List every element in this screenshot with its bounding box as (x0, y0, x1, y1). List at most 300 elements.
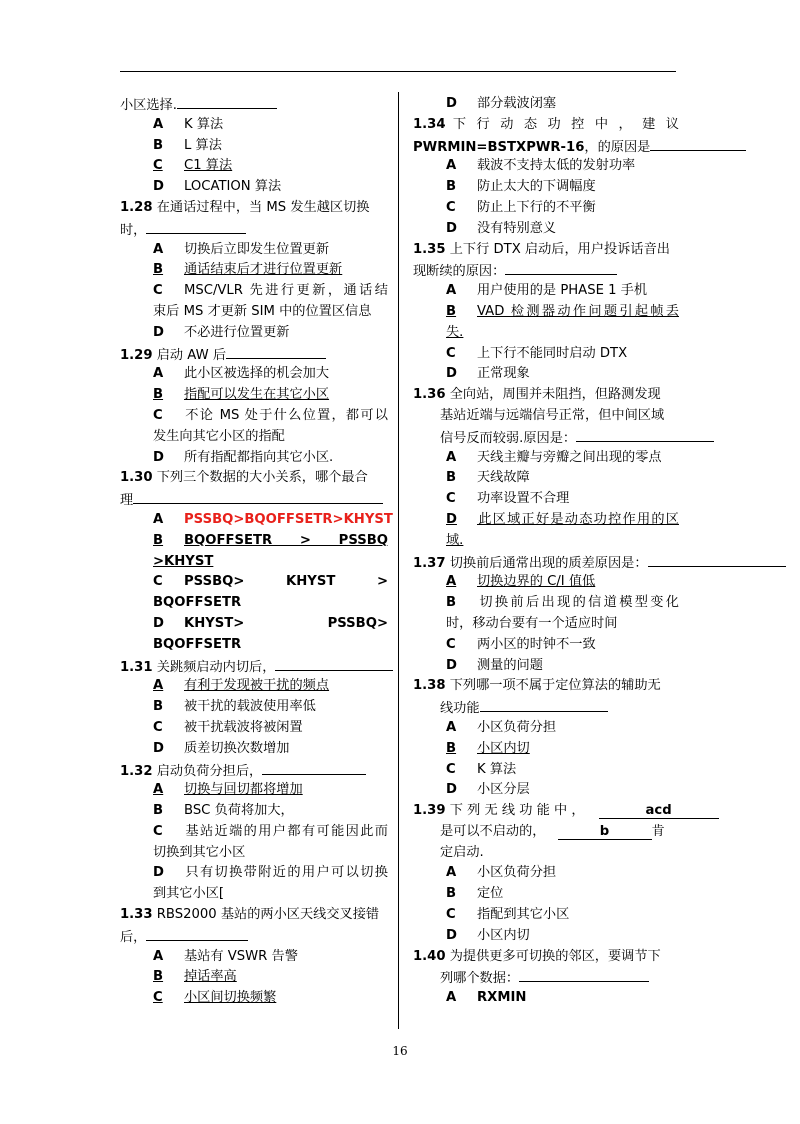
option-letter: A (153, 116, 164, 132)
option-line (120, 676, 388, 697)
option-line (413, 198, 679, 219)
line-text: PWRMIN=BSTXPWR-16 (413, 139, 585, 155)
question-line (413, 260, 679, 281)
option-letter: D (446, 782, 457, 798)
option-line (120, 801, 388, 822)
line-text: 小区负荷分担 (477, 719, 557, 735)
line-content (446, 366, 530, 381)
option-line (120, 780, 388, 801)
option-letter: A (153, 948, 164, 964)
line-text: 下列哪一项不属于定位算法的辅助无 (445, 678, 661, 694)
line-text: 两小区的时钟不一致 (477, 636, 596, 652)
option-letter: B (446, 595, 457, 611)
line-content (153, 572, 388, 593)
line-text: 1.35 (413, 241, 446, 257)
option-line (120, 177, 388, 198)
line-content (440, 701, 608, 716)
line-content (153, 990, 276, 1005)
line-text: 信号反而较弱.原因是： (440, 430, 577, 446)
option-letter: C (446, 491, 456, 507)
option-letter: A (153, 782, 164, 798)
question-line (120, 344, 388, 365)
option-letter: A (446, 158, 457, 174)
line-content (153, 637, 241, 652)
option-line (413, 988, 679, 1009)
option-line (120, 739, 388, 760)
option-line (120, 718, 388, 739)
continuation-line (120, 427, 388, 448)
line-text: 基站有 VSWR 告警 (184, 948, 298, 964)
line-text: 现断续的原因： (413, 264, 506, 280)
line-content (446, 616, 617, 631)
option-line (413, 656, 679, 677)
line-content (153, 450, 333, 465)
answer-blank (133, 489, 383, 504)
line-content (413, 264, 617, 279)
question-line (120, 926, 388, 947)
line-content (446, 741, 530, 756)
line-text: 指配到其它小区 (477, 907, 570, 923)
option-line (413, 510, 679, 531)
line-content (446, 283, 647, 298)
line-text: BQOFFSETR (153, 595, 242, 611)
option-line (413, 926, 679, 947)
line-text: 1.37 (413, 555, 446, 571)
answer-blank (576, 427, 714, 442)
question-line (413, 822, 679, 843)
line-text: BQOFFSETR (153, 636, 242, 652)
line-text: RBS2000 基站的两小区天线交叉接错 (152, 907, 380, 923)
option-letter: B (153, 803, 164, 819)
answer-blank (650, 136, 746, 151)
line-content (153, 242, 329, 257)
option-letter: D (153, 324, 164, 340)
continuation-line (120, 552, 388, 573)
continuation-line (413, 531, 679, 552)
option-line (413, 593, 679, 614)
line-content (153, 179, 281, 194)
question-line (413, 136, 679, 157)
page-number: 16 (392, 1044, 408, 1058)
option-line (413, 905, 679, 926)
option-letter: D (446, 366, 457, 382)
line-text: 天线主瓣与旁瓣之间出现的零点 (477, 449, 662, 465)
option-line (413, 884, 679, 905)
option-line (120, 988, 388, 1009)
answer-blank: acd (599, 804, 719, 819)
line-content (120, 930, 248, 945)
line-content (153, 863, 388, 884)
line-content (153, 699, 316, 714)
line-text: 束后 MS 才更新 SIM 中的位置区信息 (153, 303, 372, 319)
continuation-line (120, 593, 388, 614)
question-line (413, 240, 679, 261)
answer-blank (275, 656, 393, 671)
line-text: 切换前后通常出现的质差原因是： (445, 555, 648, 571)
line-text: 所有指配都指向其它小区. (184, 449, 334, 465)
line-text: 1.38 (413, 678, 446, 694)
line-text: 小区选择. (120, 98, 177, 113)
option-letter: D (446, 220, 457, 236)
question-text: 下 列 无 线 功 能 中 ， (445, 803, 585, 819)
line-text: 域. (446, 532, 464, 548)
line-content (446, 450, 662, 465)
option-line (120, 136, 388, 157)
option-line (413, 863, 679, 884)
option-line (413, 177, 679, 198)
option-line (413, 489, 679, 510)
option-line (120, 822, 388, 843)
answer-blank (262, 760, 366, 775)
line-content (446, 928, 530, 943)
option-letter: A (153, 366, 164, 382)
option-letter: B (153, 137, 164, 153)
line-content (120, 223, 246, 238)
line-content (153, 406, 388, 427)
option-letter: C (153, 990, 163, 1006)
option-line (413, 468, 679, 489)
line-content (446, 533, 463, 548)
option-line (413, 219, 679, 240)
line-text: K 算法 (477, 761, 517, 777)
option-line (413, 364, 679, 385)
line-text: 为提供更多可切换的邻区，要调节下 (445, 948, 661, 964)
line-text: MSC/VLR 先进行更新，通话结 (184, 283, 388, 299)
option-line (413, 572, 679, 593)
option-line (120, 448, 388, 469)
line-content (153, 158, 232, 173)
option-line (413, 739, 679, 760)
line-content (153, 969, 237, 984)
line-content (446, 302, 679, 323)
line-text: 上下行 DTX 启动后，用户投诉话音出 (445, 241, 670, 257)
line-content (446, 637, 596, 652)
line-content (120, 764, 366, 779)
option-line (120, 115, 388, 136)
line-text: 天线故障 (477, 470, 530, 486)
line-text: 列哪个数据： (440, 971, 520, 987)
line-text: 质差切换次数增加 (184, 740, 290, 756)
line-text: 小区内切 (477, 740, 530, 756)
option-letter: A (446, 990, 457, 1006)
option-line (120, 697, 388, 718)
line-text: 防止太大的下调幅度 (477, 179, 596, 195)
line-content (120, 493, 383, 508)
option-line (120, 240, 388, 261)
line-text: PSSBQ>BQOFFSETR>KHYST (184, 511, 393, 527)
line-text: 通话结束后才进行位置更新 (184, 262, 343, 278)
line-text: 小区分层 (477, 782, 530, 798)
option-line (120, 364, 388, 385)
line-text: 基站近端与远端信号正常，但中间区域 (440, 407, 665, 423)
line-content (153, 949, 298, 964)
line-text: 1.29 (120, 347, 153, 363)
option-line (120, 614, 388, 635)
line-text: 理 (120, 493, 134, 509)
option-letter: A (446, 449, 457, 465)
option-line (413, 718, 679, 739)
option-letter: C (446, 199, 456, 215)
line-content (446, 96, 556, 111)
option-letter: D (153, 865, 164, 881)
question-text: 是可以不启动的， (440, 823, 546, 839)
option-letter: A (153, 241, 164, 257)
question-line (120, 905, 388, 926)
line-content (440, 845, 484, 860)
line-content (153, 595, 241, 610)
option-letter: D (446, 657, 457, 673)
line-text: 功率设置不合理 (477, 491, 570, 507)
question-line (120, 94, 388, 115)
line-text: 1.31 (120, 659, 153, 675)
option-letter: C (153, 719, 163, 735)
question-line (120, 468, 388, 489)
option-letter: D (446, 511, 457, 527)
question-line (413, 801, 679, 822)
line-text: 上下行不能同时启动 DTX (477, 345, 628, 361)
line-text: 测量的问题 (477, 657, 543, 673)
line-content (120, 98, 277, 113)
question-line (413, 552, 679, 573)
line-content (446, 179, 596, 194)
option-line (413, 94, 679, 115)
line-text: 防止上下行的不平衡 (477, 199, 596, 215)
line-content (153, 782, 303, 797)
line-text: KHYST> PSSBQ> (184, 615, 388, 631)
option-letter: C (446, 907, 456, 923)
line-content (153, 614, 388, 635)
line-text: 失. (446, 324, 464, 340)
line-content (446, 990, 526, 1005)
line-text: BQOFFSETR > PSSBQ (184, 532, 388, 548)
line-content (446, 865, 556, 880)
option-letter: B (446, 740, 457, 756)
option-letter: D (446, 927, 457, 943)
line-content (153, 822, 388, 843)
line-content (446, 593, 679, 614)
line-content (440, 408, 664, 423)
line-text: 切换前后出现的信道模型变化 (477, 595, 679, 611)
option-letter: A (153, 511, 164, 527)
line-content (413, 678, 661, 693)
option-letter: C (153, 407, 163, 423)
option-line (120, 260, 388, 281)
line-text: 切换到其它小区 (153, 844, 246, 860)
line-content (153, 325, 290, 340)
line-content (413, 949, 661, 964)
answer-blank (480, 697, 608, 712)
option-letter: C (153, 283, 163, 299)
option-letter: D (446, 96, 457, 111)
option-letter: B (446, 886, 457, 902)
line-text: BSC 负荷将加大， (184, 803, 294, 819)
option-letter: C (446, 345, 456, 361)
line-content (153, 803, 294, 818)
question-line (120, 760, 388, 781)
option-letter: B (153, 387, 164, 403)
line-text: 切换与回切都将增加 (184, 782, 303, 798)
continuation-line (120, 843, 388, 864)
option-line (120, 572, 388, 593)
option-letter: C (153, 823, 163, 839)
line-text: 小区内切 (477, 927, 530, 943)
option-line (120, 385, 388, 406)
line-content (153, 387, 329, 402)
line-content (440, 431, 714, 446)
line-content (153, 531, 388, 552)
option-line (413, 281, 679, 302)
option-letter: C (446, 636, 456, 652)
line-content (446, 782, 530, 797)
line-content (153, 262, 342, 277)
answer-blank (226, 344, 326, 359)
continuation-line (120, 302, 388, 323)
answer-blank (146, 219, 246, 234)
line-text: 关跳频启动内切后， (152, 659, 276, 675)
option-line (120, 323, 388, 344)
line-text: LOCATION 算法 (184, 179, 282, 195)
line-text: 小区间切换频繁 (184, 990, 277, 1006)
option-letter: B (153, 262, 164, 278)
option-line (120, 406, 388, 427)
option-letter: B (153, 532, 164, 548)
line-text: 下列三个数据的大小关系，哪个最合 (152, 470, 368, 486)
line-text: 定启动. (440, 844, 484, 860)
line-text: 1.33 (120, 907, 153, 923)
continuation-line (120, 635, 388, 656)
answer-blank (146, 926, 248, 941)
line-content (120, 200, 370, 215)
question-line (413, 947, 679, 968)
line-text: 1.40 (413, 948, 446, 964)
line-content (153, 720, 303, 735)
line-text: >KHYST (153, 553, 214, 569)
question-line (413, 676, 679, 697)
option-letter: B (446, 303, 457, 319)
line-text: 1.32 (120, 763, 153, 779)
line-text: 时，移动台要有一个适应时间 (446, 615, 618, 631)
option-line (120, 947, 388, 968)
line-text: 此小区被选择的机会加大 (184, 366, 330, 382)
option-letter: C (153, 574, 163, 590)
line-text: 发生向其它小区的指配 (153, 428, 285, 444)
line-text: 切换后立即发生位置更新 (184, 241, 330, 257)
line-content (446, 574, 595, 589)
option-letter: C (446, 761, 456, 777)
line-text: 时， (120, 222, 147, 238)
line-text: 1.36 (413, 387, 446, 403)
line-content (153, 678, 329, 693)
option-line (120, 281, 388, 302)
line-text: 1.30 (120, 470, 153, 486)
line-content (413, 115, 679, 136)
option-line (413, 344, 679, 365)
line-text: 下 行 动 态 功 控 中 ， 建 议 (445, 116, 679, 132)
line-text: 1.34 (413, 116, 446, 132)
line-content (153, 845, 245, 860)
option-letter: D (153, 740, 164, 756)
line-text: L 算法 (184, 137, 222, 153)
option-letter: A (446, 719, 457, 735)
line-text: K 算法 (184, 116, 224, 132)
header-rule (120, 71, 676, 72)
option-line (120, 510, 393, 531)
line-content (153, 554, 213, 569)
answer-blank (648, 552, 786, 567)
line-text: C1 算法 (184, 158, 233, 174)
line-text: 不论 MS 处于什么位置，都可以 (184, 407, 388, 423)
option-letter: C (153, 158, 163, 174)
line-content (120, 348, 326, 363)
line-content (446, 470, 530, 485)
line-content (153, 741, 290, 756)
line-content (446, 658, 543, 673)
line-content (446, 491, 569, 506)
line-content (153, 366, 329, 381)
question-line (120, 656, 388, 677)
line-text: 没有特别意义 (477, 220, 557, 236)
line-text: 部分载波闭塞 (477, 96, 557, 111)
line-text: 定位 (477, 886, 504, 902)
question-line (120, 198, 388, 219)
line-text: 到其它小区[ (153, 886, 225, 902)
option-line (413, 780, 679, 801)
continuation-line (413, 967, 679, 988)
option-line (120, 531, 388, 552)
line-content (413, 387, 661, 402)
question-line (413, 385, 679, 406)
line-content (153, 429, 285, 444)
line-content (120, 907, 379, 922)
line-content (413, 556, 786, 571)
continuation-line (413, 406, 679, 427)
column-divider (398, 92, 399, 1029)
line-text: 掉话率高 (184, 969, 237, 985)
left-column (120, 94, 393, 1009)
line-text: 有利于发现被干扰的频点 (184, 678, 330, 694)
line-content (120, 660, 393, 675)
line-text: 小区负荷分担 (477, 865, 557, 881)
line-text: 切换边界的 C/I 值低 (477, 574, 596, 590)
option-letter: A (153, 678, 164, 694)
question-number: 1.39 (413, 803, 446, 819)
option-line (413, 448, 679, 469)
answer-blank: b (558, 825, 652, 840)
line-content (153, 138, 222, 153)
option-letter: B (153, 699, 164, 715)
line-text: 正常现象 (477, 366, 530, 382)
line-text: 载波不支持太低的发射功率 (477, 158, 636, 174)
line-text: PSSBQ> KHYST > (184, 574, 388, 590)
line-text: 用户使用的是 PHASE 1 手机 (477, 283, 648, 299)
line-text: 在通话过程中，当 MS 发生越区切换 (152, 199, 370, 215)
answer-blank (505, 260, 617, 275)
question-line (120, 489, 388, 510)
line-content (446, 762, 516, 777)
line-text: 被干扰的载波使用率低 (184, 699, 316, 715)
line-content (153, 304, 371, 319)
continuation-line (413, 843, 679, 864)
continuation-line (413, 427, 679, 448)
line-content (446, 325, 463, 340)
line-text: 此区域正好是动态功控作用的区 (477, 511, 679, 527)
line-text: 基站近端的用户都有可能因此而 (184, 823, 388, 839)
line-content (446, 510, 679, 531)
line-text: RXMIN (477, 990, 527, 1006)
option-line (413, 760, 679, 781)
line-text: 1.28 (120, 199, 153, 215)
question-text: 肯 (651, 823, 665, 839)
